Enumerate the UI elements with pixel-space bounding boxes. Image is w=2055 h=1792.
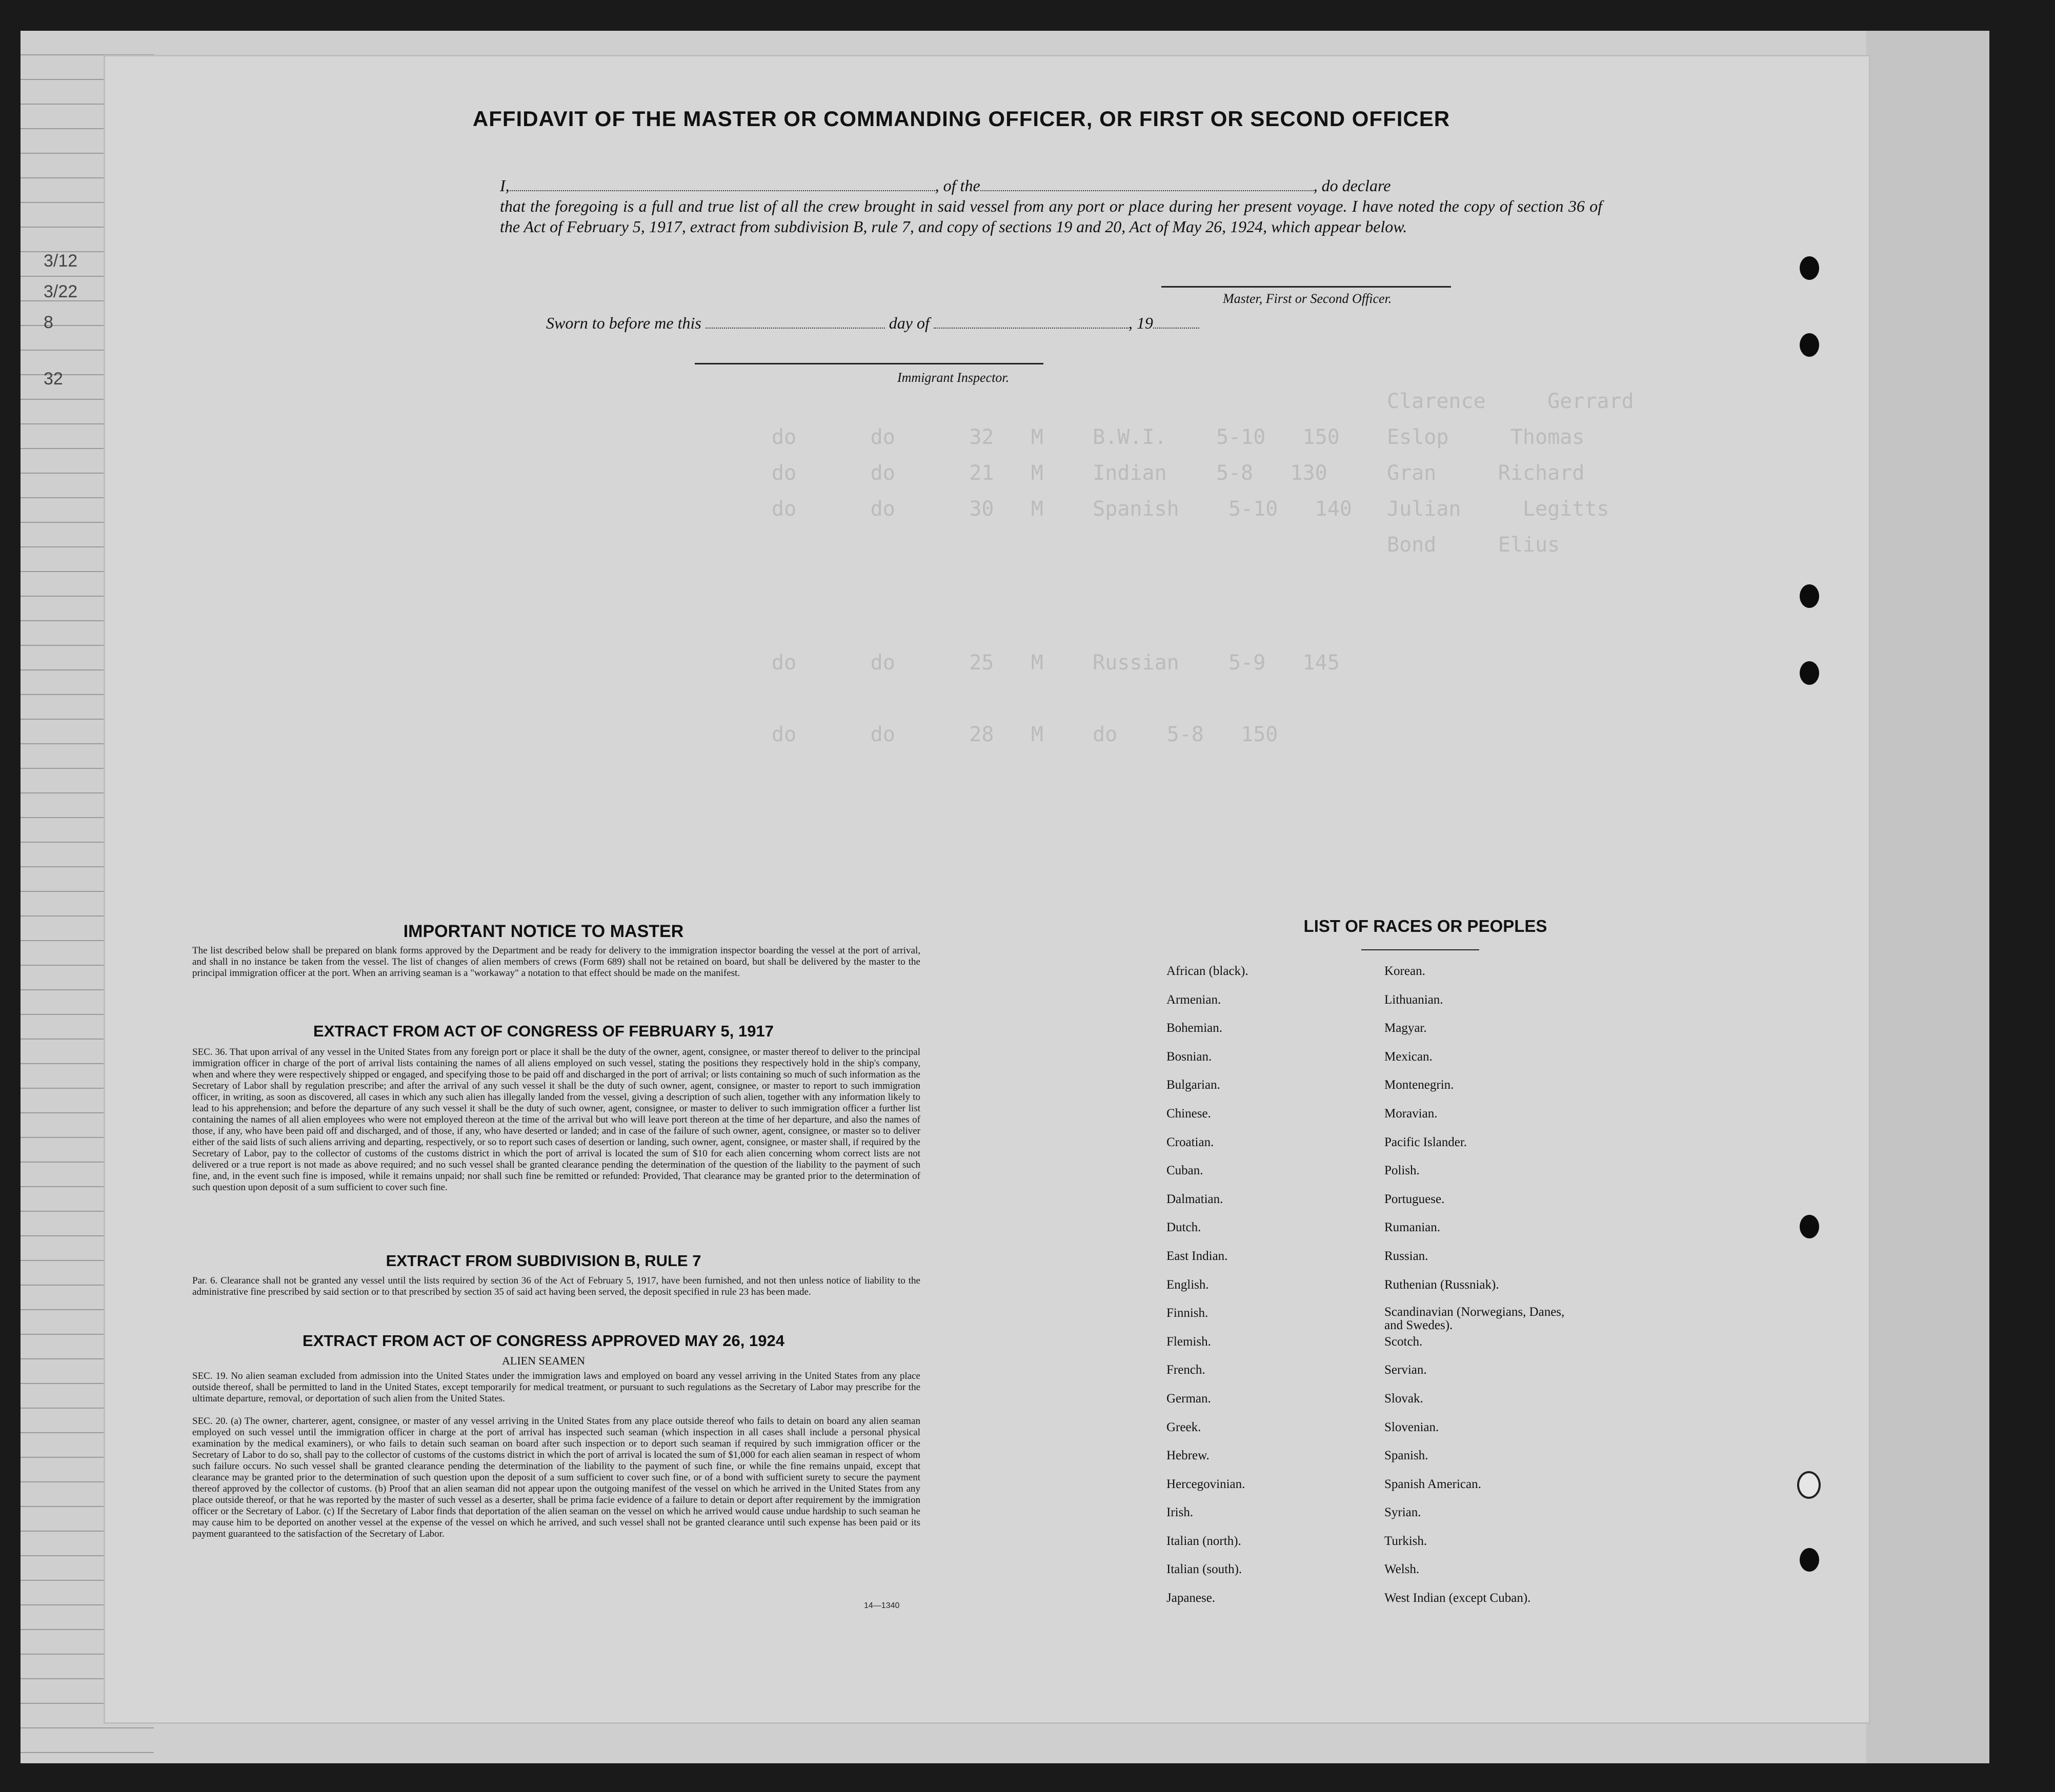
race-item: Flemish. (1166, 1334, 1211, 1349)
inspector-signature-label: Immigrant Inspector. (897, 370, 1010, 385)
race-item: Slovenian. (1384, 1420, 1439, 1434)
race-item: Hercegovinian. (1166, 1477, 1245, 1491)
race-item: Mexican. (1384, 1049, 1433, 1064)
race-item: Italian (north). (1166, 1534, 1241, 1548)
race-item: Dalmatian. (1166, 1192, 1223, 1206)
race-item: Montenegrin. (1384, 1078, 1454, 1092)
form-number: 14—1340 (864, 1601, 900, 1610)
margin-note-1: 3/12 (44, 251, 78, 271)
ghost-text: Bond Elius (1387, 533, 1560, 557)
notice-body: The list described below shall be prepared on blank forms approved by the Department and be ready for delivery to the immigration inspector boarding the vessel at the port of arrival, and shall in no instance be taken from the vessel. The list of changes of alien members of crews (Form 689) shall not be retained on board, but shall be delivered by the master to the principal immigration officer at the port. When an arriving seaman is a "workaway" a notation to that effect should be made on the manifest. (192, 945, 920, 979)
ghost-text: do do 21 M Indian 5-8 130 (772, 461, 1327, 485)
race-item: Spanish American. (1384, 1477, 1481, 1491)
race-item: Welsh. (1384, 1562, 1420, 1577)
race-item: French. (1166, 1363, 1205, 1377)
extract-1924-subtitle: ALIEN SEAMEN (502, 1354, 585, 1367)
extract-1924-title: EXTRACT FROM ACT OF CONGRESS APPROVED MAY 26, 1924 (303, 1332, 784, 1350)
notice-title: IMPORTANT NOTICE TO MASTER (403, 922, 684, 941)
sworn-month-blank[interactable] (934, 314, 1129, 329)
ghost-text: Gran Richard (1387, 461, 1585, 485)
race-item: Finnish. (1166, 1306, 1208, 1320)
affidavit-text: , of the (935, 176, 980, 195)
affidavit-text: I, (500, 176, 510, 195)
sworn-year-blank[interactable] (1153, 314, 1199, 329)
extract-rule7-body: Par. 6. Clearance shall not be granted any vessel until the lists required by section 36 of the Act of February 5, 1917, have been furnished, and not then unless notice of liability to the administrative fine prescribed by said section or to that prescribed by section 35 of said act having been served, the deposit specified in rule 23 has been made. (192, 1275, 920, 1297)
extract-1917-title: EXTRACT FROM ACT OF CONGRESS OF FEBRUARY 5, 1917 (313, 1022, 774, 1040)
master-signature-label: Master, First or Second Officer. (1223, 291, 1392, 306)
race-item: Italian (south). (1166, 1562, 1242, 1577)
race-item: Bulgarian. (1166, 1078, 1220, 1092)
race-item: Servian. (1384, 1363, 1427, 1377)
affidavit-body: that the foregoing is a full and true list of all the crew brought in said vessel from any port or place during her present voyage. I have noted the copy of section 36 of the Act of February 5, 1917, extract from subdivision B, rule 7, and copy of sections 19 and 20, Act of May 26, 1924, which appear below. (500, 197, 1602, 236)
affidavit-text: Sworn to before me this (546, 314, 706, 332)
race-item: Rumanian. (1384, 1220, 1441, 1235)
margin-note-4: 32 (44, 369, 63, 389)
ghost-text: do do 32 M B.W.I. 5-10 150 (772, 425, 1340, 449)
race-item: Portuguese. (1384, 1192, 1445, 1206)
ghost-text: Clarence Gerrard (1387, 390, 1634, 413)
margin-note-2: 3/22 (44, 282, 78, 301)
extract-1924-sec20: SEC. 20. (a) The owner, charterer, agent, consignee, or master of any vessel arriving in the United States from any place outside thereof who fails to detain on board any alien seaman employed on such vessel until the immigration officer in charge at the port of arrival has inspected such seaman (which inspection in all cases shall include a personal physical examination by the medical examiners), or who fails to detain such seaman on board after such inspection or to deport such seaman if required by such immigration officer or the Secretary of Labor to do so, shall pay to the collector of customs of the customs district in which the port of arrival is located the sum of $1,000 for each alien seaman in respect of whom such failure occurs. No such vessel shall be granted clearance pending the determination of the liability to the payment of such fine, or while the fine remains unpaid, except that clearance may be granted prior to the determination of such question upon the deposit of a sum sufficient to cover such fine, or of a bond with sufficient surety to secure the payment thereof approved by the collector of customs. (b) Proof that an alien seaman did not appear upon the outgoing manifest of the vessel on which he arrived in the United States from any place outside thereof, or that he was reported by the master of such vessel as a deserter, shall be prima facie evidence of a failure to detain or deport after requirement by the immigration officer or the Secretary of Labor. (c) If the Secretary of Labor finds that deportation of the alien seaman on the vessel on which he arrived would cause undue hardship to such seaman he may cause him to be deported on another vessel at the expense of the vessel on which he arrived, and such vessel shall not be granted clearance until such expense has been paid or its payment guaranteed to the satisfaction of the Secretary of Labor. (192, 1416, 920, 1539)
race-item: Armenian. (1166, 992, 1221, 1007)
extract-1924-sec19: SEC. 19. No alien seaman excluded from admission into the United States under the immigration laws and employed on board any vessel arriving in the United States from any place outside thereof, shall be permitted to land in the United States, except temporarily for medical treatment, or pursuant to such regulations as the Secretary of Labor may prescribe for the ultimate departure, removal, or deportation of such alien from the United States. (192, 1371, 920, 1404)
sworn-line (546, 313, 1315, 333)
affidavit-text: day of (884, 314, 934, 332)
race-item: Scandinavian (Norwegians, Danes, and Swedes). (1384, 1305, 1565, 1333)
race-item: Russian. (1384, 1249, 1428, 1263)
race-item: Japanese. (1166, 1591, 1216, 1605)
race-item: Spanish. (1384, 1449, 1428, 1463)
race-item: East Indian. (1166, 1249, 1228, 1263)
race-item: Cuban. (1166, 1164, 1203, 1178)
binder-hole (1800, 1548, 1819, 1572)
binder-strip (1866, 31, 1989, 1763)
race-item: Chinese. (1166, 1106, 1211, 1121)
affidavit-title: AFFIDAVIT OF THE MASTER OR COMMANDING OFFICER, OR FIRST OR SECOND OFFICER (472, 107, 1450, 131)
extract-1917-body: SEC. 36. That upon arrival of any vessel in the United States from any foreign port or place it shall be the duty of the owner, agent, consignee, or master thereof to deliver to the principal immigration officer in charge of the port of arrival lists containing the names of all aliens employed on such vessel, stating the positions they respectively hold in the ship's company, when and where they were respectively shipped or engaged, and specifying those to be paid off and discharged in the port of arrival; or lists containing so much of such information as the Secretary of Labor shall by regulation prescribe; and after the arrival of any such vessel it shall be the duty of such owner, agent, consignee, or master to report to such immigration officer, in writing, as soon as discovered, all cases in which any such alien has illegally landed from the vessel, giving a description of such alien, together with any information likely to lead to his apprehension; and before the departure of any such vessel it shall be the duty of such owner, agent, consignee, or master to deliver to such immigration officer a further list containing the names of all alien employees who were not employed thereon at the time of the arrival but who will leave port thereon at the time of her departure, and also the names of those, if any, who have been paid off and discharged, and of those, if any, who have deserted or landed; and in case of the failure of such owner, agent, consignee, or master so to deliver either of the said lists of such aliens arriving and departing, respectively, or so to report such cases of desertion or landing, such owner, agent, consignee, or master shall, if required by the Secretary of Labor, pay to the collector of customs of the customs district in which the port of arrival is located the sum of $10 for each alien concerning whom correct lists are not delivered or a true report is not made as above required; and no such vessel shall be granted clearance pending the determination of the question of the liability to the payment of such fine, and, in the event such fine is imposed, while it remains unpaid; nor shall such fine be remitted or refunded: Provided, That clearance may be granted prior to the determination of such question upon deposit of a sum sufficient to cover such fine. (192, 1047, 920, 1193)
race-item: Lithuanian. (1384, 992, 1443, 1007)
race-item: Hebrew. (1166, 1449, 1210, 1463)
race-item: Turkish. (1384, 1534, 1427, 1548)
binder-hole (1800, 661, 1819, 685)
race-item: Bosnian. (1166, 1049, 1212, 1064)
affidavit-line-1 (500, 175, 1602, 196)
affidavit-page (105, 56, 1869, 1722)
binder-hole (1800, 333, 1819, 357)
races-left-column (1166, 964, 1248, 1619)
ghost-text: do do 30 M Spanish 5-10 140 (772, 497, 1352, 521)
races-title-rule (1361, 949, 1479, 950)
binder-hole (1797, 1471, 1821, 1499)
race-item: Korean. (1384, 964, 1425, 978)
race-item: African (black). (1166, 964, 1248, 978)
binder-hole (1800, 1215, 1819, 1238)
margin-note-3: 8 (44, 313, 53, 332)
race-item: Slovak. (1384, 1391, 1423, 1406)
name-blank[interactable] (510, 177, 935, 191)
affidavit-text: , do declare (1313, 176, 1391, 195)
race-item: Ruthenian (Russniak). (1384, 1277, 1499, 1292)
race-item: Greek. (1166, 1420, 1201, 1434)
binder-hole (1800, 256, 1819, 280)
race-item: German. (1166, 1391, 1211, 1406)
race-item: West Indian (except Cuban). (1384, 1591, 1531, 1605)
race-item: Scotch. (1384, 1334, 1423, 1349)
race-item: English. (1166, 1277, 1209, 1292)
race-item: Pacific Islander. (1384, 1135, 1467, 1149)
races-title: LIST OF RACES OR PEOPLES (1303, 917, 1547, 935)
race-item: Croatian. (1166, 1135, 1214, 1149)
ghost-text: Eslop Thomas (1387, 425, 1585, 449)
race-item: Irish. (1166, 1505, 1194, 1520)
binder-hole (1800, 584, 1819, 608)
race-item: Magyar. (1384, 1021, 1427, 1035)
extract-rule7-title: EXTRACT FROM SUBDIVISION B, RULE 7 (386, 1252, 701, 1270)
races-right-column (1384, 964, 1569, 1619)
race-item: Bohemian. (1166, 1021, 1223, 1035)
inspector-signature-line[interactable] (695, 363, 1043, 364)
sworn-day-blank[interactable] (706, 314, 885, 329)
ghost-text: Julian Legitts (1387, 497, 1609, 521)
vessel-blank[interactable] (980, 177, 1314, 191)
affidavit-text: , 19 (1128, 314, 1153, 332)
race-item: Moravian. (1384, 1106, 1438, 1121)
ghost-text: do do 25 M Russian 5-9 145 (772, 651, 1340, 675)
ghost-text: do do 28 M do 5-8 150 (772, 723, 1278, 746)
race-item: Syrian. (1384, 1505, 1421, 1520)
race-item: Dutch. (1166, 1220, 1201, 1235)
race-item: Polish. (1384, 1164, 1420, 1178)
master-signature-line[interactable] (1161, 286, 1451, 288)
